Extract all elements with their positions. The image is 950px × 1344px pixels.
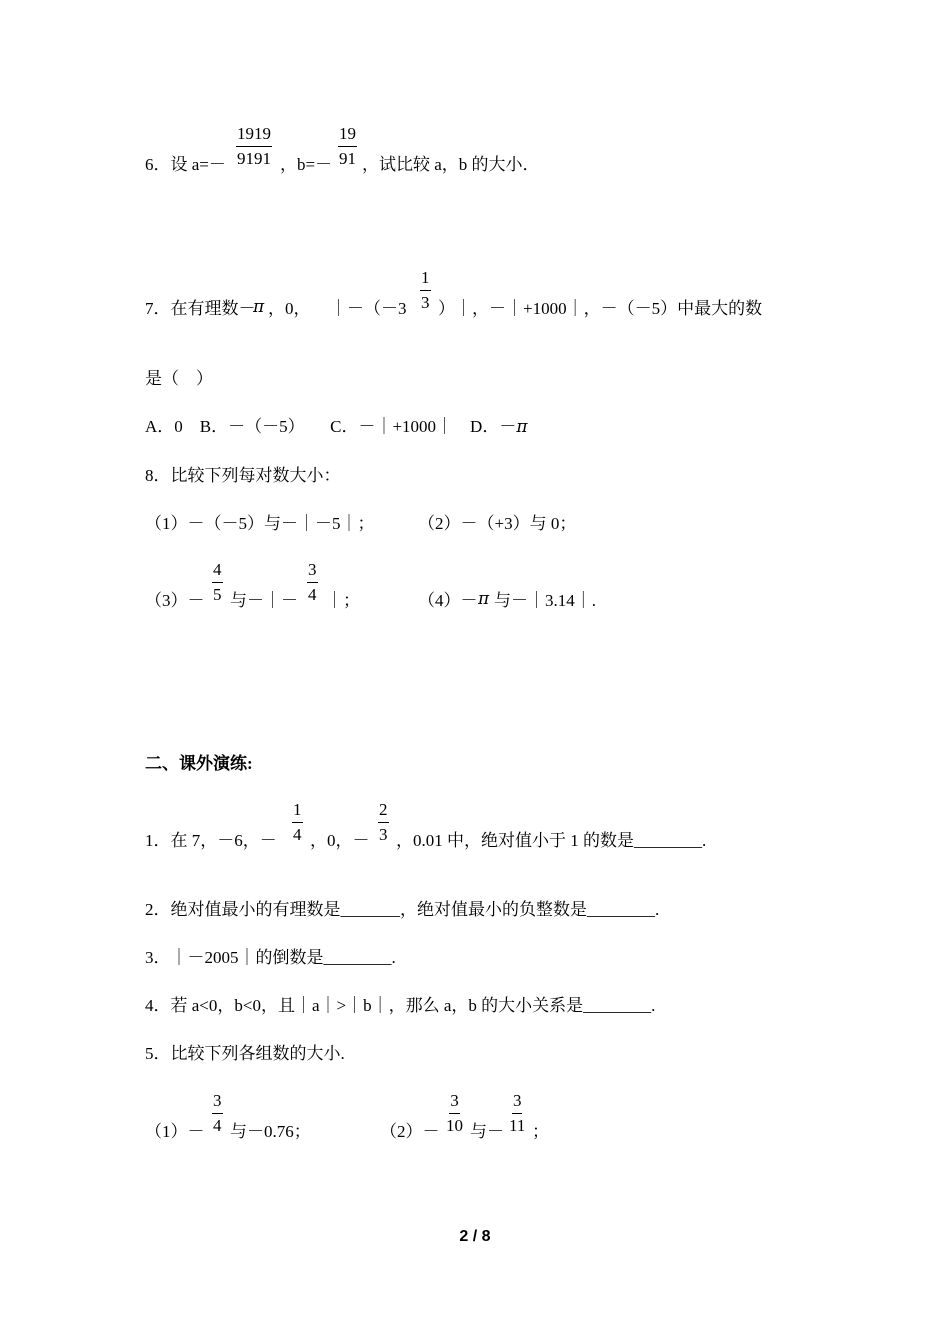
s2-q1-text-2: ，0，－ [310,831,370,850]
s2-q5-item-1-text-1: （1）－ [145,1122,205,1141]
s2-q4: 4．若 a<0，b<0，且｜a｜>｜b｜，那么 a，b 的大小关系是________. [145,996,656,1015]
q8-item-4-text-1: （4）－ [418,591,478,610]
s2-q5-item-2-text-1: （2）－ [380,1122,440,1141]
q7-fraction: $\frac{1}{3}$ [421,268,430,312]
q8-title: 8．比较下列每对数大小： [145,466,341,485]
s2-q5-item-1-text-2: 与－0.76； [230,1122,311,1141]
s2-q3: 3．｜－2005｜的倒数是________. [145,948,396,967]
q8-item-2: （2）－（+3）与 0； [418,514,577,533]
s2-q5-item-2-text-3: ； [532,1122,549,1141]
q8-item-3-text-1: （3）－ [145,591,205,610]
q7-text-1: 7．在有理数－ [145,299,256,318]
q8-item-3-text-2: 与－｜－ [230,591,298,610]
section-2-heading: 二、课外演练: [145,754,253,773]
q6-text-2: ，b=－ [280,155,333,174]
q7-text-2: ，0， [268,299,311,318]
s2-q5-item-2-fraction-1: $\frac{3}{10}$ [446,1091,463,1135]
s2-q5-item-2-text-2: 与－ [470,1122,504,1141]
q8-item-1: （1）－（－5）与－｜－5｜； [145,514,375,533]
s2-q1-fraction-1: $\frac{1}{4}$ [293,800,302,844]
q8-item-3-fraction-2: $\frac{3}{4}$ [308,560,317,604]
q8-item-3-text-3: ｜； [326,591,360,610]
q7-option-pi: π [516,417,528,437]
q6-fraction-1: $\frac{1919}{9191}$ [237,124,271,168]
q6-text-1: 6．设 a=－ [145,155,226,174]
s2-q1-text-3: ，0.01 中，绝对值小于 1 的数是________. [396,831,707,850]
s2-q5-item-2-fraction-2: $\frac{3}{11}$ [509,1091,526,1135]
q7-text-3: ｜－（－3 [330,299,407,318]
s2-q2: 2．绝对值最小的有理数是_______，绝对值最小的负整数是________. [145,900,660,919]
q7-options: A．0 B．－（－5） C．－｜+1000｜ D．－π [145,417,528,437]
s2-q5-item-1-fraction: $\frac{3}{4}$ [213,1091,222,1135]
q8-item-4-text-2: 与－｜3.14｜. [494,591,596,610]
s2-q5: 5．比较下列各组数的大小. [145,1044,345,1063]
q8-item-4-pi: π [478,589,490,609]
page-number: 2 / 8 [459,1228,491,1245]
q7-pi: π [253,297,265,317]
s2-q1-fraction-2: $\frac{2}{3}$ [379,800,388,844]
q8-item-3-fraction-1: $\frac{4}{5}$ [213,560,222,604]
s2-q1-text-1: 1．在 7，－6，－ [145,831,277,850]
q7-text-line2: 是（ ） [145,369,213,388]
q6-text-3: ，试比较 a，b 的大小． [362,155,540,174]
q7-text-4: ）｜，－｜+1000｜，－（－5）中最大的数 [438,299,763,318]
q6-fraction-2: $\frac{19}{91}$ [339,124,356,168]
